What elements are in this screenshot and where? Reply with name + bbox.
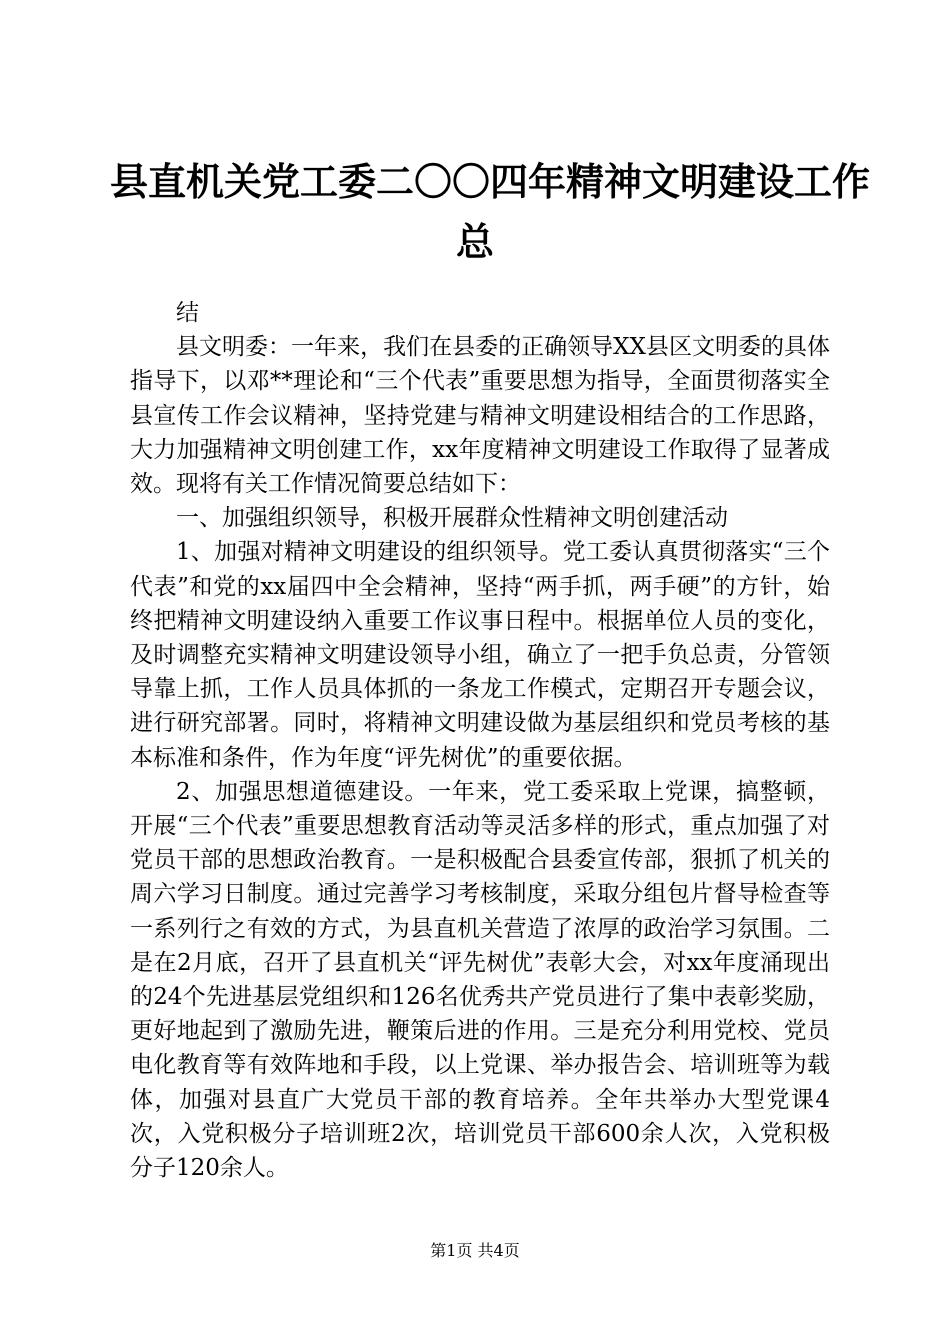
document-body [130,296,830,1185]
title-continuation: 结 [176,300,199,326]
paragraph-item-2: 2、加强思想道德建设。一年来，党工委采取上党课，搞整顿，开展“三个代表”重要思想教育活动等灵活多样的形式，重点加强了对党员干部的思想政治教育。一是积极配合县委宣传部，狠抓了机关的周六学习日制度。通过完善学习考核制度，采取分组包片督导检查等一系列行之有效的方式，为县直机关营造了浓厚的政治学习氛围。二是在2月底，召开了县直机关“评先树优”表彰大会，对xx年度涌现出的24个先进基层党组织和126名优秀共产党员进行了集中表彰奖励，更好地起到了激励先进，鞭策后进的作用。三是充分利用党校、党员电化教育等有效阵地和手段，以上党课、举办报告会、培训班等为载体，加强对县直广大党员干部的教育培养。全年共举办大型党课4次，入党积极分子培训班2次，培训党员干部600余人次，入党积极分子120余人。 [130,778,830,1182]
section-heading-1: 一、加强组织领导，积极开展群众性精神文明创建活动 [176,505,728,532]
page-footer: 第1页 共4页 [430,1241,520,1260]
paragraph-salutation-intro: 县文明委：一年来，我们在县委的正确领导XX县区文明委的具体指导下，以邓**理论和“三个代表”重要思想为指导，全面贯彻落实全县宣传工作会议精神，坚持党建与精神文明建设相结合的工作思路，大力加强精神文明创建工作，xx年度精神文明建设工作取得了显著成效。现将有关工作情况简要总结如下： [130,334,830,498]
paragraph-item-1: 1、加强对精神文明建设的组织领导。党工委认真贯彻落实“三个代表”和党的xx届四中全会精神，坚持“两手抓，两手硬”的方针，始终把精神文明建设纳入重要工作议事日程中。根据单位人员的变化，及时调整充实精神文明建设领导小组，确立了一把手负总责，分管领导靠上抓，工作人员具体抓的一条龙工作模式，定期召开专题会议，进行研究部署。同时，将精神文明建设做为基层组织和党员考核的基本标准和条件，作为年度“评先树优”的重要依据。 [130,539,830,771]
document-title-line-1: 县直机关党工委二〇〇四年精神文明建设工作 [110,159,871,204]
document-title-line-2: 总 [455,219,494,264]
